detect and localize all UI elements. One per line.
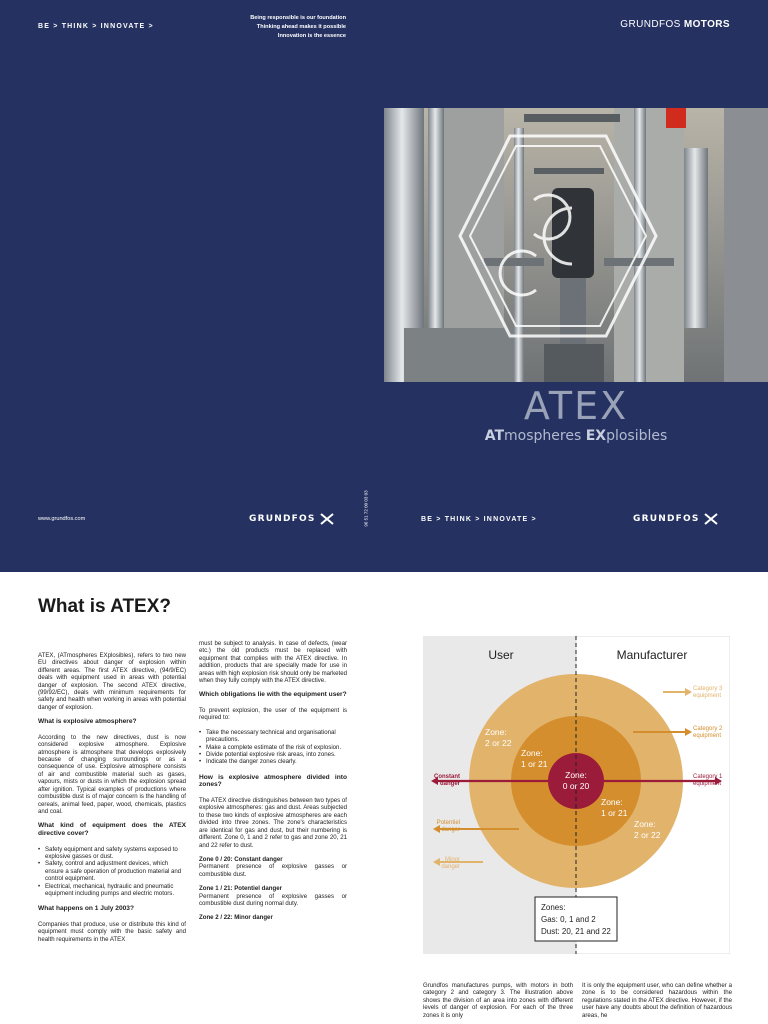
potential-danger-line2: danger [441, 827, 460, 833]
brand-light: GRUNDFOS [620, 19, 681, 30]
zone-2-heading: Zone 2 / 22: Minor danger [199, 914, 273, 922]
motto-line: Being responsible is our foundation [250, 15, 346, 21]
category-2-line2: equipment [693, 733, 722, 739]
constant-danger-line2: danger [439, 781, 460, 787]
legend-gas: Gas: 0, 1 and 2 [541, 915, 596, 924]
grundfos-logo [249, 513, 334, 525]
inside-page [0, 572, 768, 1024]
motto [210, 14, 346, 41]
zone-0-heading: Zone 0 / 20: Constant danger [199, 855, 283, 863]
minor-danger-line1: Minor [444, 857, 460, 863]
zone-1-text: Permanent presence of explosive gasses or combustible dust during normal duty. [199, 892, 347, 907]
obligations-list [199, 729, 347, 766]
july-paragraph: Companies that produce, use or distribute this kind of equipment must comply with the basic safety and health requirements in the ATEX [38, 920, 186, 943]
subtitle-mospheres: mospheres [504, 428, 586, 444]
text-column-1 [38, 652, 186, 950]
zone-outer-left-line1: Zone: [485, 727, 507, 737]
heading-zones: How is explosive atmosphere divided into zones? [199, 773, 347, 789]
grundfos-x-icon [320, 513, 334, 525]
subtitle-at: AT [484, 428, 505, 444]
zone-mid-right-line2: 1 or 21 [601, 808, 628, 818]
zone-1-heading: Zone 1 / 21: Potentiel danger [199, 885, 282, 893]
list-item: • Safety, control and adjustment devices, which ensure a safe operation of production material and control equipment. [38, 860, 186, 882]
category-1-line1: Category 1 [693, 774, 723, 780]
text-column-2 [199, 640, 347, 922]
manufacturer-header: Manufacturer [616, 648, 688, 662]
obligations-paragraph: To prevent explosion, the user of the equipment is required to: [199, 707, 347, 722]
list-item: • Divide potential explosive risk areas, into zones. [199, 751, 347, 758]
website-link[interactable]: www.grundfos.com [38, 516, 86, 522]
constant-danger-line1: Constant [434, 774, 460, 780]
logo-text: GRUNDFOS [249, 514, 316, 524]
heading-explosive-atmosphere: What is explosive atmosphere? [38, 718, 137, 726]
zone-mid-right-line1: Zone: [601, 797, 623, 807]
list-item: • Electrical, mechanical, hydraulic and pneumatic equipment including pumps and electric motors. [38, 883, 186, 898]
list-item: • Make a complete estimate of the risk of explosion. [199, 744, 347, 751]
heading-july-2003: What happens on 1 July 2003? [38, 905, 134, 913]
category-1-line2: equipment [693, 781, 722, 787]
cover-title: ATEX [523, 384, 629, 428]
zone-outer-left-line2: 2 or 22 [485, 738, 512, 748]
industrial-pump-image [384, 108, 768, 382]
continued-paragraph: must be subject to analysis. In case of defects, (wear etc.) the old products must be replaced with equipment that complies with the ATEX directive. In addition, products that are specially made for use in areas with high explosion risk should only be marketed when they fully comply with the ATEX directive. [199, 640, 347, 685]
list-item: • Safety equipment and safety systems exposed to explosive gasses or dust. [38, 846, 186, 861]
zone-outer-right-line1: Zone: [634, 819, 656, 829]
text-column-3: Grundfos manufactures pumps, with motors in both category 2 and category 3. The illustration above shows the division of an area into zones with different levels of danger of explosion. For each of the three zones it is only [423, 982, 573, 1019]
zone-center-line1: Zone: [565, 770, 587, 780]
category-3-line1: Category 3 [693, 686, 723, 692]
intro-paragraph: ATEX, (ATmospheres EXplosibles), refers to two new EU directives about danger of explosion within different areas. The first ATEX directive, (94/9/EC) deals with equipment used in areas with potential danger of explosion. The second ATEX directive, (99/92/EC), deals with minimum requirements for safety and health when working in areas with potential danger of explosion. [38, 652, 186, 711]
list-item: • Take the necessary technical and organisational precautions. [199, 729, 347, 744]
zone-0-text: Permanent presence of explosive gasses or combustible dust. [199, 863, 347, 878]
subtitle-plosibles: plosibles [606, 428, 668, 444]
subtitle-ex: EX [585, 428, 607, 444]
cover-photo [384, 108, 768, 382]
grundfos-logo-back [633, 513, 718, 525]
tagline: BE > THINK > INNOVATE > [38, 23, 154, 30]
list-item: • Indicate the danger zones clearly. [199, 758, 347, 765]
zone-outer-right-line2: 2 or 22 [634, 830, 661, 840]
zone-diagram [423, 636, 730, 954]
heading-equipment: What kind of equipment does the ATEX directive cover? [38, 822, 186, 837]
heading-obligations: Which obligations lie with the equipment user? [199, 691, 347, 699]
brand-bold: MOTORS [683, 19, 730, 30]
category-2-line1: Category 2 [693, 726, 723, 732]
logo-text: GRUNDFOS [633, 514, 700, 524]
zones-paragraph: The ATEX directive distinguishes between two types of explosive atmospheres: gas and dust. Areas subjected to these two kinds of explosive atmospheres are each divided into three zones. The zone's characteristics are identical for gas and dust, but their numbering is different. Zone 0, 1 and 2 refer to gas and zone 20, 21 and 22 refer to dust. [199, 797, 347, 849]
text-column-4: It is only the equipment user, who can define whether a zone is to be considered hazardous within the regulations stated in the ATEX directive. However, if the user have any doubts about the definition of hazardous areas, he [582, 982, 732, 1019]
motto-line: Thinking ahead makes it possible [256, 24, 346, 30]
grundfos-x-icon [704, 513, 718, 525]
tagline-back: BE > THINK > INNOVATE > [421, 516, 537, 523]
cover-subtitle [384, 428, 768, 444]
legend-dust: Dust: 20, 21 and 22 [541, 927, 611, 936]
zone-mid-left-line2: 1 or 21 [521, 759, 548, 769]
potential-danger-line1: Potentiel [436, 820, 460, 826]
zone-mid-left-line1: Zone: [521, 748, 543, 758]
product-code [363, 484, 374, 534]
zone-diagram-svg [423, 636, 730, 954]
legend-title: Zones: [541, 903, 566, 912]
category-3-line2: equipment [693, 693, 722, 699]
page-title: What is ATEX? [38, 596, 171, 617]
minor-danger-line2: danger [441, 864, 460, 870]
brand-name [620, 19, 730, 30]
product-code-text: 96 51 72 00 03 03 [363, 490, 369, 527]
user-header: User [488, 648, 514, 662]
zone-center-line2: 0 or 20 [562, 781, 590, 791]
explosive-atmosphere-paragraph: According to the new directives, dust is now considered explosive atmosphere. Explosive atmosphere is atmosphere that develops explosively because of changing surroundings or as a consequence of use. Explosive atmosphere consists of air and combustible material such as gases, vapours, mists or dusts in which the explosion spread after ignition. Typical examples of productions where combustible dust is of major concern is the handling of cereals, animal feed, paper, wood, chemicals, plastics and coal. [38, 733, 186, 815]
motto-line: Innovation is the essence [277, 33, 346, 39]
equipment-list [38, 846, 186, 898]
